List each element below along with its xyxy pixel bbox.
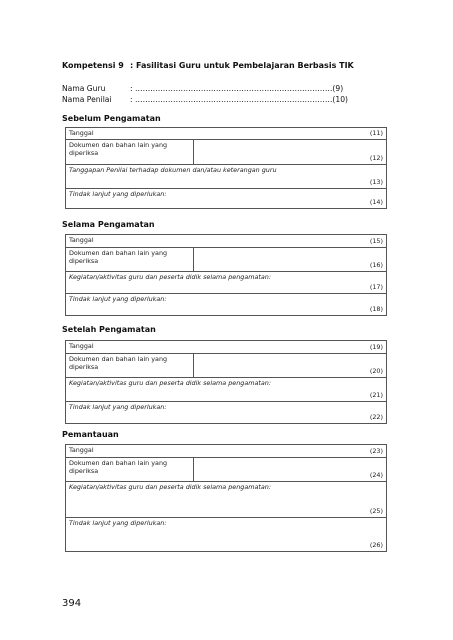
form-table-setelah — [65, 340, 387, 424]
field-number: (11) — [369, 129, 383, 137]
dokumen-field[interactable] — [194, 248, 387, 272]
tindak-lanjut-label: Tindak lanjut yang diperlukan: — [69, 519, 167, 527]
tanggal-label: Tanggal — [69, 129, 94, 137]
field-number: (19) — [369, 343, 383, 351]
kegiatan-label: Kegiatan/aktivitas guru dan peserta didik selama pengamatan: — [69, 273, 272, 281]
section-title-sebelum: Sebelum Pengamatan — [62, 114, 161, 123]
tindak-lanjut-field[interactable] — [66, 518, 387, 552]
tanggapan-field[interactable] — [66, 165, 387, 189]
dokumen-field[interactable] — [194, 140, 387, 165]
tanggal-field[interactable] — [66, 445, 387, 458]
tanggal-label: Tanggal — [69, 342, 94, 350]
field-number: (24) — [369, 471, 383, 479]
tanggapan-label: Tanggapan Penilai terhadap dokumen dan/atau keterangan guru — [69, 166, 277, 174]
nama-penilai-label: Nama Penilai — [62, 95, 112, 104]
kegiatan-field[interactable] — [66, 272, 387, 294]
dokumen-label-cell — [66, 458, 194, 482]
dokumen-label: Dokumen dan bahan lain yang diperiksa — [69, 141, 168, 157]
kegiatan-field[interactable] — [66, 482, 387, 518]
form-table-sebelum — [65, 127, 387, 209]
tindak-lanjut-field[interactable] — [66, 294, 387, 316]
form-table-selama — [65, 234, 387, 316]
nama-guru-row — [62, 84, 343, 93]
field-number: (15) — [369, 237, 383, 245]
tindak-lanjut-label: Tindak lanjut yang diperlukan: — [69, 403, 167, 411]
page-number: 394 — [62, 598, 82, 609]
tanggal-field[interactable] — [66, 128, 387, 140]
section-title-setelah: Setelah Pengamatan — [62, 325, 156, 334]
dokumen-field[interactable] — [194, 458, 387, 482]
kompetensi-title: : Fasilitasi Guru untuk Pembelajaran Berbasis TIK — [130, 61, 354, 70]
field-number: (14) — [369, 198, 383, 206]
tindak-lanjut-label: Tindak lanjut yang diperlukan: — [69, 190, 167, 198]
tanggal-field[interactable] — [66, 341, 387, 354]
form-table-pemantauan — [65, 444, 387, 552]
tanggal-field[interactable] — [66, 235, 387, 248]
kompetensi-label: Kompetensi 9 — [62, 61, 124, 70]
field-number: (18) — [369, 305, 383, 313]
kegiatan-label: Kegiatan/aktivitas guru dan peserta didik selama pengamatan: — [69, 379, 272, 387]
field-number: (25) — [369, 507, 383, 515]
field-number: (13) — [369, 178, 383, 186]
section-title-selama: Selama Pengamatan — [62, 220, 155, 229]
tanggal-label: Tanggal — [69, 236, 94, 244]
dokumen-label: Dokumen dan bahan lain yang diperiksa — [69, 249, 168, 265]
tindak-lanjut-field[interactable] — [66, 189, 387, 209]
tindak-lanjut-label: Tindak lanjut yang diperlukan: — [69, 295, 167, 303]
nama-guru-label: Nama Guru — [62, 84, 106, 93]
tindak-lanjut-field[interactable] — [66, 402, 387, 424]
kegiatan-label: Kegiatan/aktivitas guru dan peserta didik selama pengamatan: — [69, 483, 272, 491]
tanggal-label: Tanggal — [69, 446, 94, 454]
field-number: (22) — [369, 413, 383, 421]
dokumen-label-cell — [66, 248, 194, 272]
field-number: (23) — [369, 447, 383, 455]
dokumen-label: Dokumen dan bahan lain yang diperiksa — [69, 459, 168, 475]
field-number: (21) — [369, 391, 383, 399]
kompetensi-heading — [62, 61, 354, 70]
section-title-pemantauan: Pemantauan — [62, 430, 119, 439]
field-number: (16) — [369, 261, 383, 269]
dokumen-label: Dokumen dan bahan lain yang diperiksa — [69, 355, 168, 371]
dokumen-field[interactable] — [194, 354, 387, 378]
field-number: (12) — [369, 154, 383, 162]
nama-penilai-field[interactable]: : ……………………………………………………………………(10) — [130, 95, 348, 104]
field-number: (17) — [369, 283, 383, 291]
dokumen-label-cell — [66, 354, 194, 378]
field-number: (26) — [369, 541, 383, 549]
field-number: (20) — [369, 367, 383, 375]
kegiatan-field[interactable] — [66, 378, 387, 402]
dokumen-label-cell — [66, 140, 194, 165]
nama-penilai-row — [62, 95, 348, 104]
nama-guru-field[interactable]: : ……………………………………………………………………(9) — [130, 84, 344, 93]
